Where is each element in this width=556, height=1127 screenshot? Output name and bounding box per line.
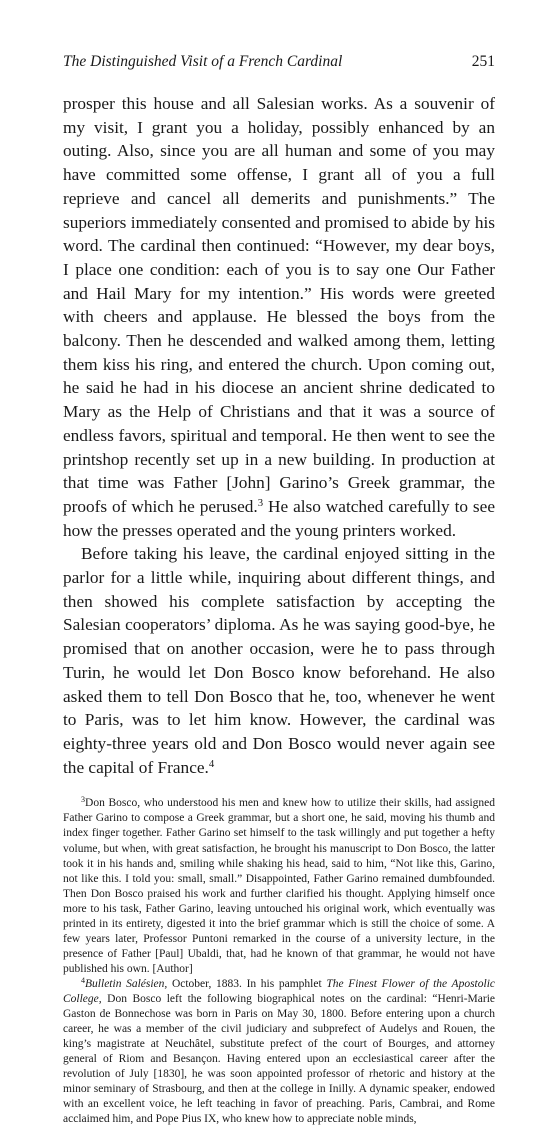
footnote-4-text-b: Don Bosco left the following biographical notes on the cardinal: “Henri-Marie Gaston de Bonnechose was born in Paris on May 30, 1800. Before entering upon a church career, he was a member of the civil judiciary and subprefect of Audelys and Rouen, the king’s magistrate at Neuchâtel, substitute prefect of the court of Bourges, and attorney general of Riom and Besançon. Having entered upon an ecclesiastical career after the revolution of July [1830], he was soon appointed professor of rhetoric and history at the minor seminary of Strasbourg, and then at the college in Inilly. A dynamic speaker, endowed with an excellent voice, he left teaching in favor of preaching. Paris, Cambrai, and Rome acclaimed him, and Pope Pius IX, who knew how to appreciate noble minds, (63, 993, 495, 1126)
footnote-4-source: Bulletin Salésien, (85, 977, 168, 990)
footnote-3-text: Don Bosco, who understood his men and knew how to utilize their skills, had assigned Father Garino to compose a Greek grammar, but a short one, he said, moving his thumb and index finger together. Father Garino set himself to the task willingly and put together a hefty volume, but when, with great satisfaction, he brought his manuscript to Don Bosco, the latter took it in his hands and, smiling while shaking his head, said to him, “Not like this, Garino, not like this. I told you: small, small.” Disappointed, Father Garino remained dumbfounded. Then Don Bosco praised his work and further clarified his thought. Applying himself once more to his task, Father Garino, leaving untouched his original work, which eventually was printed in its entirety, digested it into the brief grammar which is still the choice of some. A few years later, Professor Puntoni remarked in the course of a university lecture, in the presence of Father [Paul] Ubaldi, that, had he known of that grammar, he would not have published his own. [Author] (63, 797, 495, 975)
paragraph-1 (63, 92, 495, 542)
book-page (63, 52, 495, 1127)
footnote-4-text-a: October, 1883. In his pamphlet (167, 977, 327, 990)
running-header (63, 52, 495, 72)
footnotes (63, 796, 495, 1127)
main-text (63, 92, 495, 779)
footnote-3 (63, 796, 495, 977)
paragraph-2 (63, 542, 495, 779)
running-title: The Distinguished Visit of a French Cardinal (63, 53, 343, 70)
footnote-3-number: 3 (81, 795, 86, 805)
footnote-4 (63, 977, 495, 1127)
page-number: 251 (471, 53, 495, 70)
footnote-ref-3: 3 (257, 497, 264, 510)
paragraph-2-text: Before taking his leave, the cardinal enjoyed sitting in the parlor for a little while, inquiring about different things, and then showed his complete satisfaction by accepting the Salesian cooperators’ diploma. As he was saying good-bye, he promised that on another occasion, were he to pass through Turin, he would let Don Bosco know beforehand. He also asked them to tell Don Bosco that he, too, whenever he went to Paris, was to let him know. However, the cardinal was eighty-three years old and Don Bosco would never again see the capital of France. (63, 544, 495, 777)
paragraph-1-text-a: prosper this house and all Salesian works. As a souvenir of my visit, I grant you a holiday, possibly enhanced by an outing. Also, since you are all human and some of you may have committed some offense, I grant all of you a full reprieve and cancel all demerits and punishments.” The superiors immediately consented and promised to abide by his word. The cardinal then continued: “However, my dear boys, I place one condition: each of you is to say one Our Father and Hail Mary for my intention.” His words were greeted with cheers and applause. He blessed the boys from the balcony. Then he descended and walked among them, letting them kiss his ring, and entered the church. Upon coming out, he said he had in his diocese an ancient shrine dedicated to Mary as the Help of Christians and that it was a source of endless favors, spiritual and temporal. He then went to see the printshop recently set up in a new building. In production at that time was Father [John] Garino’s Greek grammar, the proofs of which he perused. (63, 94, 495, 516)
footnote-ref-4: 4 (208, 757, 215, 770)
footnote-4-title: The Finest Flower of the Apostolic College, (63, 977, 495, 1005)
footnote-4-number: 4 (81, 975, 86, 985)
paragraph-1-text-b: He also watched carefully to see how the presses operated and the young printers worked. (63, 496, 495, 540)
